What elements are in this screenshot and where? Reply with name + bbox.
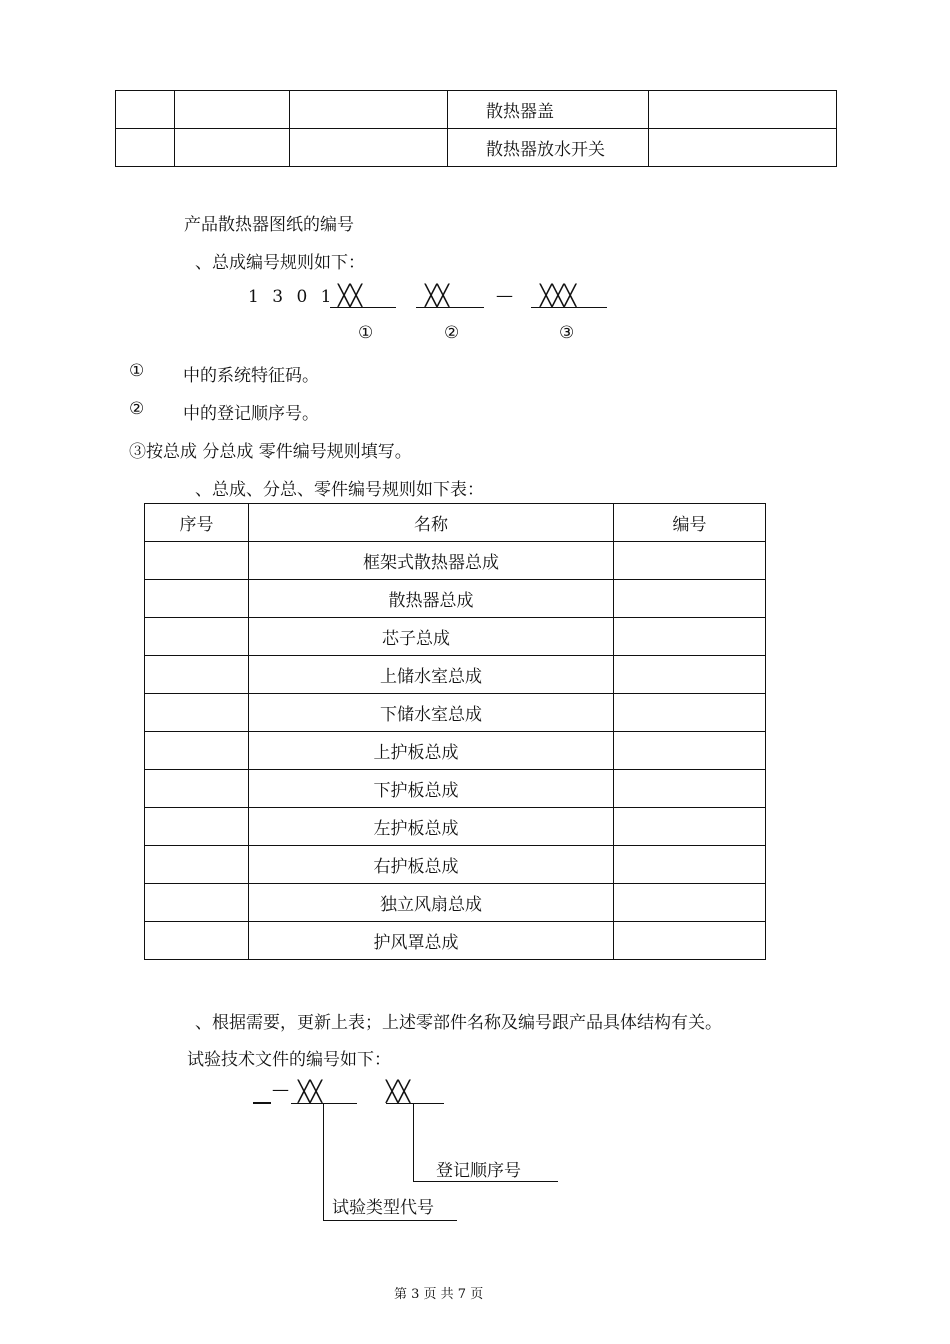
table-row bbox=[145, 846, 766, 884]
test-code-segment-2: ╳╳ bbox=[386, 1079, 411, 1103]
connector-base-register bbox=[413, 1181, 558, 1182]
table-row bbox=[116, 129, 837, 167]
part-name-cell: 左护板总成 bbox=[249, 808, 614, 846]
connector-line-type bbox=[323, 1104, 324, 1221]
column-header-number: 编号 bbox=[614, 504, 766, 542]
table-row bbox=[145, 922, 766, 960]
column-header-name: 名称 bbox=[249, 504, 614, 542]
code-dash: — bbox=[496, 286, 513, 306]
test-code-dash: — bbox=[272, 1080, 289, 1100]
table-row bbox=[145, 618, 766, 656]
part-name-cell: 框架式散热器总成 bbox=[249, 542, 614, 580]
table-row bbox=[145, 580, 766, 618]
table-row bbox=[116, 91, 837, 129]
note-text-2: 中的登记顺序号。 bbox=[183, 404, 319, 424]
part-name-cell: 独立风扇总成 bbox=[249, 884, 614, 922]
table-row bbox=[145, 694, 766, 732]
code-underline-3 bbox=[531, 307, 607, 308]
code-underline-2 bbox=[416, 307, 484, 308]
note-marker-1: ① bbox=[129, 361, 145, 381]
code-underline-1 bbox=[330, 307, 396, 308]
table-row bbox=[145, 732, 766, 770]
update-note: 、根据需要，更新上表；上述零部件名称及编号跟产品具体结构有关。 bbox=[195, 1013, 722, 1033]
table-row bbox=[145, 542, 766, 580]
part-name-cell: 下储水室总成 bbox=[249, 694, 614, 732]
note-marker-2: ② bbox=[129, 399, 145, 419]
part-name-cell: 散热器总成 bbox=[249, 580, 614, 618]
top-parts-table bbox=[115, 90, 837, 167]
connector-line-register bbox=[413, 1104, 414, 1182]
part-name-cell: 上护板总成 bbox=[249, 732, 614, 770]
test-code-segment-1: ╳╳ bbox=[298, 1079, 323, 1103]
note-text-1: 中的系统特征码。 bbox=[183, 366, 319, 386]
code-segment-2: ╳╳ bbox=[425, 283, 450, 307]
code-prefix: 1 3 0 1 bbox=[248, 287, 336, 307]
table-header-row bbox=[145, 504, 766, 542]
part-name-cell: 上储水室总成 bbox=[249, 656, 614, 694]
test-doc-heading: 试验技术文件的编号如下： bbox=[187, 1050, 391, 1070]
part-name-cell: 散热器盖 bbox=[448, 91, 649, 129]
part-name-cell: 下护板总成 bbox=[249, 770, 614, 808]
assembly-rule-heading: 、总成编号规则如下： bbox=[195, 253, 365, 273]
part-name-cell: 右护板总成 bbox=[249, 846, 614, 884]
table-row bbox=[145, 656, 766, 694]
table-row bbox=[145, 770, 766, 808]
part-name-cell: 护风罩总成 bbox=[249, 922, 614, 960]
parts-numbering-table bbox=[144, 503, 766, 960]
code-blank-underline bbox=[253, 1102, 271, 1104]
note-text-3: ③按总成 分总成 零件编号规则填写。 bbox=[129, 442, 412, 462]
code-segment-3: ╳╳╳ bbox=[540, 283, 577, 307]
parts-table-heading: 、总成、分总、零件编号规则如下表： bbox=[195, 480, 484, 500]
page-footer: 第 3 页 共 7 页 bbox=[394, 1287, 484, 1302]
code-segment-1: ╳╳ bbox=[338, 283, 363, 307]
label-test-type: 试验类型代号 bbox=[332, 1198, 434, 1218]
code-marker-1: ① bbox=[358, 323, 374, 343]
table-row bbox=[145, 884, 766, 922]
code-marker-3: ③ bbox=[559, 323, 575, 343]
code-marker-2: ② bbox=[444, 323, 460, 343]
part-name-cell: 散热器放水开关 bbox=[448, 129, 649, 167]
test-code-underline-2 bbox=[386, 1103, 444, 1104]
test-code-underline-1 bbox=[291, 1103, 357, 1104]
drawing-number-title: 产品散热器图纸的编号 bbox=[184, 215, 354, 235]
table-row bbox=[145, 808, 766, 846]
part-name-cell: 芯子总成 bbox=[249, 618, 614, 656]
connector-base-type bbox=[323, 1220, 457, 1221]
label-register-number: 登记顺序号 bbox=[436, 1161, 521, 1181]
column-header-index: 序号 bbox=[145, 504, 249, 542]
